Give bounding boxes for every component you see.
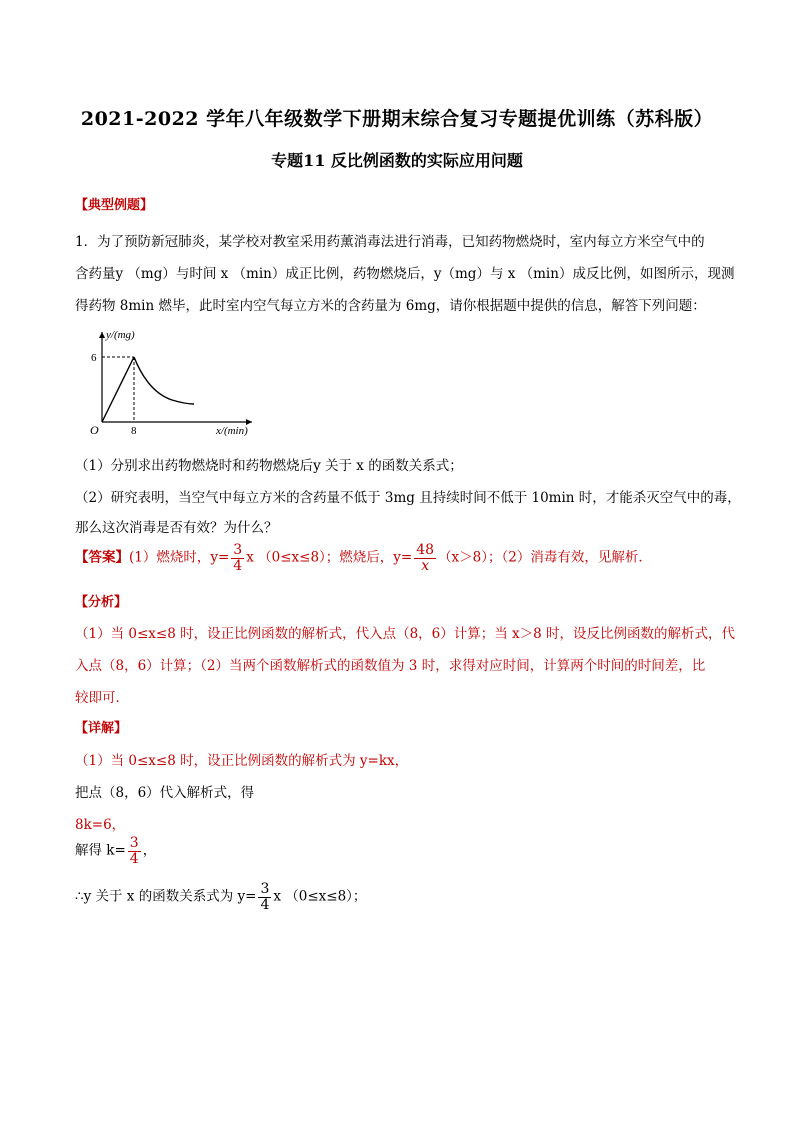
- page-title: 2021-2022 学年八年级数学下册期末综合复习专题提优训练（苏科版）: [80, 108, 714, 130]
- problem-line-1: 1．为了预防新冠肺炎，某学校对教室采用药薰消毒法进行消毒，已知药物燃烧时，室内每立方米空气中的: [75, 234, 705, 250]
- fraction-denominator: 4: [260, 896, 270, 913]
- detail-line-4-prefix: 解得 k=: [75, 842, 126, 859]
- analysis-line-3: 较即可．: [75, 690, 129, 706]
- detail-line-1: （1）当 0≤x≤8 时，设正比例函数的解析式为 y=kx，: [75, 753, 409, 769]
- x-axis-label: x/(min): [216, 425, 248, 437]
- y-tick-label: 6: [91, 352, 97, 364]
- detail-line-5-suffix: x （0≤x≤8）；: [273, 888, 367, 905]
- fraction-denominator: 4: [129, 850, 139, 867]
- analysis-line-1: （1）当 0≤x≤8 时，设正比例函数的解析式，代入点（8，6）计算；当 x＞8 时，设反比例函数的解析式，代: [75, 626, 736, 642]
- answer-part1-mid: x （0≤x≤8）；燃烧后，y=: [246, 549, 413, 566]
- detail-line-4: [75, 836, 156, 866]
- answer-tag: 【答案】: [75, 549, 129, 566]
- answer-part1-suffix: （x＞8）；（2）消毒有效，见解析．: [438, 549, 652, 566]
- question-2-line-2: 那么这次消毒是否有效？为什么？: [75, 520, 278, 536]
- analysis-line-2: 入点（8，6）计算；（2）当两个函数解析式的函数值为 3 时，求得对应时间，计算两个时间的时间差，比: [75, 658, 706, 674]
- detail-line-3: 8k=6，: [75, 817, 126, 833]
- detail-fraction-final: [258, 882, 271, 912]
- question-2-line-1: （2）研究表明，当空气中每立方米的含药量不低于 3mg 且持续时间不低于 10min 时，才能杀灭空气中的毒，: [75, 490, 741, 506]
- fraction-numerator: 48: [416, 542, 435, 558]
- answer-fraction-1: [231, 543, 244, 573]
- answer-line: [75, 543, 652, 573]
- detail-fraction-k: [128, 836, 141, 866]
- function-graph: [82, 322, 262, 442]
- y-axis-label: y/(mg): [106, 329, 135, 341]
- analysis-tag: 【分析】: [75, 595, 128, 610]
- question-1: （1）分别求出药物燃烧时和药物燃烧后y 关于 x 的函数关系式；: [75, 458, 463, 474]
- x-tick-label: 8: [131, 425, 137, 437]
- fraction-denominator: x: [421, 557, 430, 574]
- problem-line-3: 得药物 8min 燃毕，此时室内空气每立方米的含药量为 6mg，请你根据题中提供的信息，解答下列问题：: [75, 298, 706, 314]
- detail-line-4-suffix: ，: [142, 842, 157, 859]
- fraction-numerator: 3: [260, 881, 270, 897]
- answer-fraction-2: [414, 543, 436, 573]
- section-tag: 【典型例题】: [75, 198, 154, 213]
- detail-line-5-prefix: ∴y 关于 x 的函数关系式为 y=: [75, 888, 257, 905]
- page-subtitle: 专题11 反比例函数的实际应用问题: [271, 151, 523, 170]
- detail-line-5: [75, 882, 366, 912]
- problem-line-2: 含药量y （mg）与时间 x （min）成正比例，药物燃烧后，y（mg）与 x （min）成反比例，如图所示，现测: [75, 266, 735, 282]
- detail-line-2: 把点（8，6）代入解析式，得: [75, 785, 255, 801]
- detail-tag: 【详解】: [75, 721, 128, 736]
- origin-label: O: [90, 423, 99, 437]
- fraction-denominator: 4: [233, 557, 243, 574]
- fraction-numerator: 3: [129, 835, 139, 851]
- answer-part1-prefix: (1）燃烧时，y=: [129, 549, 230, 566]
- fraction-numerator: 3: [233, 542, 243, 558]
